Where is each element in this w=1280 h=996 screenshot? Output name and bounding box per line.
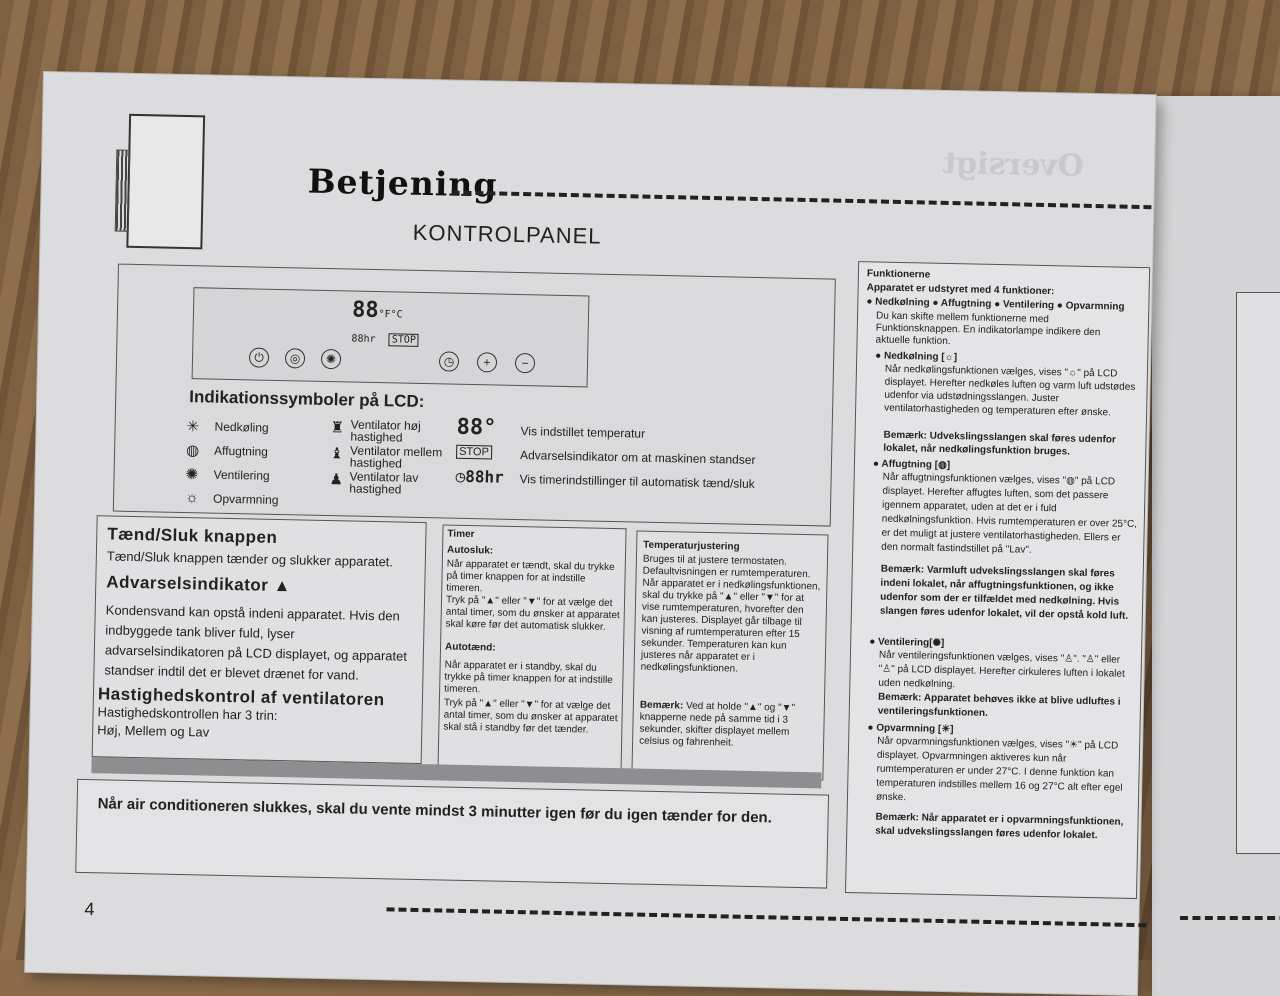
- cool-heading: ● Nedkølning [☼]: [875, 350, 958, 364]
- lcd-display: [351, 298, 419, 349]
- next-page-box: [1236, 292, 1280, 854]
- snowflake-icon: ✳: [186, 418, 200, 436]
- fan-icon: ✺: [185, 466, 199, 484]
- device-grill: [115, 150, 131, 232]
- functions-box: [845, 261, 1150, 899]
- functions-list: ● Nedkølning ● Affugtning ● Ventilering ● Opvarmning: [866, 296, 1125, 313]
- timer-display-icon: ◷88hr: [455, 466, 504, 487]
- functions-intro: Apparatet er udstyret med 4 funktioner:: [866, 282, 1055, 298]
- power-text: Tænd/Sluk knappen tænder og slukker apparatet.: [106, 548, 394, 570]
- speed-text-1: Hastighedskontrollen har 3 trin:: [97, 704, 278, 724]
- lcd-unit-f: °F: [378, 309, 391, 321]
- indicator-temp-label: Vis indstillet temperatur: [520, 424, 646, 441]
- cool-note: Bemærk: Udvekslingsslangen skal føres udenfor lokalet, når nedkølingsfunktion bruges.: [883, 429, 1116, 458]
- page-number: 4: [84, 899, 95, 920]
- mode-button[interactable]: ◎: [285, 348, 305, 368]
- temp-heading: Temperaturjustering: [643, 539, 740, 553]
- heat-text: Når opvarmningsfunktionen vælges, vises "☀" på LCD displayet. Opvarmningen aktiveres kun når rumtemperaturen er under 27°C. I denne funktion kan temperaturen indstilles mellem 16 og 27°C alt efter egel ønske.: [875, 735, 1123, 804]
- power-button[interactable]: ⏻: [249, 347, 269, 367]
- warning-heading-text: Advarselsindikator: [106, 572, 269, 595]
- temp-display-icon: 88°: [456, 414, 497, 441]
- autoon-text-2: Tryk på "▲" eller "▼" for at vælge det antal timer, som du ønsker at apparatet skal stå i standby før det tænder.: [443, 697, 618, 736]
- timer-box: [438, 524, 627, 770]
- indicator-timer-label: Vis timerindstillinger til automatisk tænd/sluk: [519, 472, 755, 491]
- power-heading: Tænd/Sluk knappen: [107, 524, 278, 547]
- warning-text: Kondensvand kan opstå indeni apparatet. Hvis den indbyggede tank bliver fuld, lyser advarselsindikatoren på LCD displayet, og apparatet standser indtil det er blevet drænet for vand.: [104, 602, 408, 683]
- functions-heading: Funktionerne: [866, 268, 931, 281]
- functions-switch-text: Du kan skifte mellem funktionerne med Funktionsknappen. En indikatorlampe indikere den aktuelle funktion.: [875, 310, 1101, 348]
- page-subtitle: KONTROLPANEL: [412, 219, 602, 249]
- control-panel-strip: [192, 287, 590, 387]
- lcd-unit-c: °C: [390, 309, 403, 321]
- autoon-text-1: Når apparatet er i standby, skal du trykke på timer knappen for at indstille timeren.: [444, 659, 613, 696]
- speed-text-2: Høj, Mellem og Lav: [97, 722, 210, 740]
- fan-high-icon: ♜: [330, 419, 345, 437]
- title-dash-divider: [452, 191, 1152, 210]
- up-button[interactable]: +: [477, 352, 497, 372]
- fan-text: Når ventileringsfunktionen vælges, vises "♙". "♙" eller "♙" på LCD displayet. Herefter cirkuleres luften i lokalet uden nedkølning.: [878, 649, 1125, 691]
- note-text: Når air conditioneren slukkes, skal du vente mindst 3 minutter igen før du igen tænder for den.: [97, 795, 773, 827]
- speed-heading: Hastighedskontrol af ventilatoren: [97, 684, 385, 710]
- sun-icon: ☼: [184, 489, 200, 507]
- stop-icon: STOP: [456, 445, 492, 460]
- cool-text: Når nedkølingsfunktionen vælges, vises "☼" på LCD displayet. Herefter nedkøles luften og varm luft udstødes udenfor via udstødningsslangen. Juster ventilatorhastigheden og temperaturen efter ønske.: [884, 363, 1136, 419]
- down-button[interactable]: −: [515, 353, 535, 373]
- dry-text: Når affugtningsfunktionen vælges, vises "◍" på LCD displayet. Herefter affugtes luften, som det passere igennem apparatet, uden at det er i fuld nedkølningsfunktion. Hvis rumtemperaturen er over 25°C, er det muligt at justere ventilatorhastigheden. Ellers er den normalt fastindstillet på "Lav".: [881, 471, 1138, 556]
- fan-note: Bemærk: Apparatet behøves ikke at blive udluftes i ventileringsfunktionen.: [877, 691, 1121, 719]
- left-info-box: [92, 515, 427, 764]
- fan-low-icon: ♟: [329, 471, 344, 489]
- warning-heading: [106, 572, 291, 596]
- lcd-digits: 88: [351, 297, 379, 324]
- warning-triangle-icon: ▲: [273, 575, 292, 596]
- temperature-box: [631, 531, 828, 781]
- autooff-heading: Autosluk:: [446, 544, 494, 557]
- lcd-timer: 88hr: [351, 333, 376, 346]
- temp-note: [639, 700, 820, 752]
- autooff-text-2: Tryk på "▲" eller "▼" for at vælge det antal timer, som du ønsker at apparatet skal køre før det automatisk slukker.: [445, 594, 620, 633]
- heat-heading: ● Opvarmning [☀]: [867, 722, 954, 736]
- symbol-dry-label: Affugtning: [213, 443, 269, 459]
- temp-note-text: Ved at holde "▲" og "▼" knapperne nede på samme tid i 3 sekunder, skifter displayet mellem celsius og fahrenheit.: [639, 700, 796, 749]
- symbol-heat-label: Opvarmning: [212, 491, 279, 508]
- indicator-stop-label: Advarselsindikator om at maskinen standser: [519, 448, 756, 467]
- autooff-text-1: Når apparatet er tændt, skal du trykke på timer knappen for at indstille timeren.: [446, 558, 615, 595]
- fan-heading: ● Ventilering[✺]: [869, 636, 945, 649]
- note-box: [75, 779, 829, 889]
- timer-button[interactable]: ◷: [439, 351, 459, 371]
- heat-note: Bemærk: Når apparatet er i opvarmningsfunktionen, skal udvekslingsslangen føres udenfor lokalet.: [875, 811, 1124, 842]
- symbol-cooling-label: Nedkøling: [214, 419, 269, 435]
- temp-note-label: Bemærk:: [639, 699, 684, 712]
- temp-text: Bruges til at justere termostaten. Defaultvisningen er rumtemperaturen. Når apparatet er i nedkølingsfunktionen, skal du trykke på "▲" eller "▼" for at vise rumtemperaturen, hvorefter den kan justeres. Displayet går tilbage til visning af rumtemperaturen efter 15 sekunder. Temperaturen kan kun justeres når apparatet er i nedkølingsfunktionen.: [640, 553, 821, 675]
- fan-low-label: Ventilator lav hastighed: [349, 469, 419, 497]
- fan-button[interactable]: ✺: [321, 349, 341, 369]
- autoon-heading: Autotænd:: [444, 641, 496, 654]
- fan-medium-label: Ventilator mellem hastighed: [349, 443, 443, 471]
- timer-heading: Timer: [447, 528, 475, 541]
- droplet-icon: ◍: [185, 442, 200, 460]
- fan-high-label: Ventilator høj hastighed: [350, 417, 421, 445]
- bleed-through-text: Oversigt: [941, 145, 1085, 184]
- symbols-heading: Indikationssymboler på LCD:: [189, 387, 425, 412]
- bottom-dash-divider: [386, 907, 1146, 927]
- symbol-fan-label: Ventilering: [213, 467, 270, 483]
- page-title: Betjening: [307, 161, 498, 205]
- air-conditioner-illustration: [126, 114, 205, 250]
- dry-note: Bemærk: Varmluft udvekslingsslangen skal føres indeni lokalet, når affugtningsfunktionen, og ikke udenfor som der er tilfældet med nedkølning. Hvis slangen føres udenfor lokalet, vil der opstå kold luft.: [879, 563, 1129, 622]
- manual-page: [25, 72, 1156, 995]
- dry-heading: ● Affugtning [◍]: [872, 458, 951, 472]
- lcd-stop: STOP: [389, 333, 419, 347]
- next-page-dash-divider: [1180, 916, 1280, 920]
- fan-medium-icon: ♝: [329, 445, 344, 463]
